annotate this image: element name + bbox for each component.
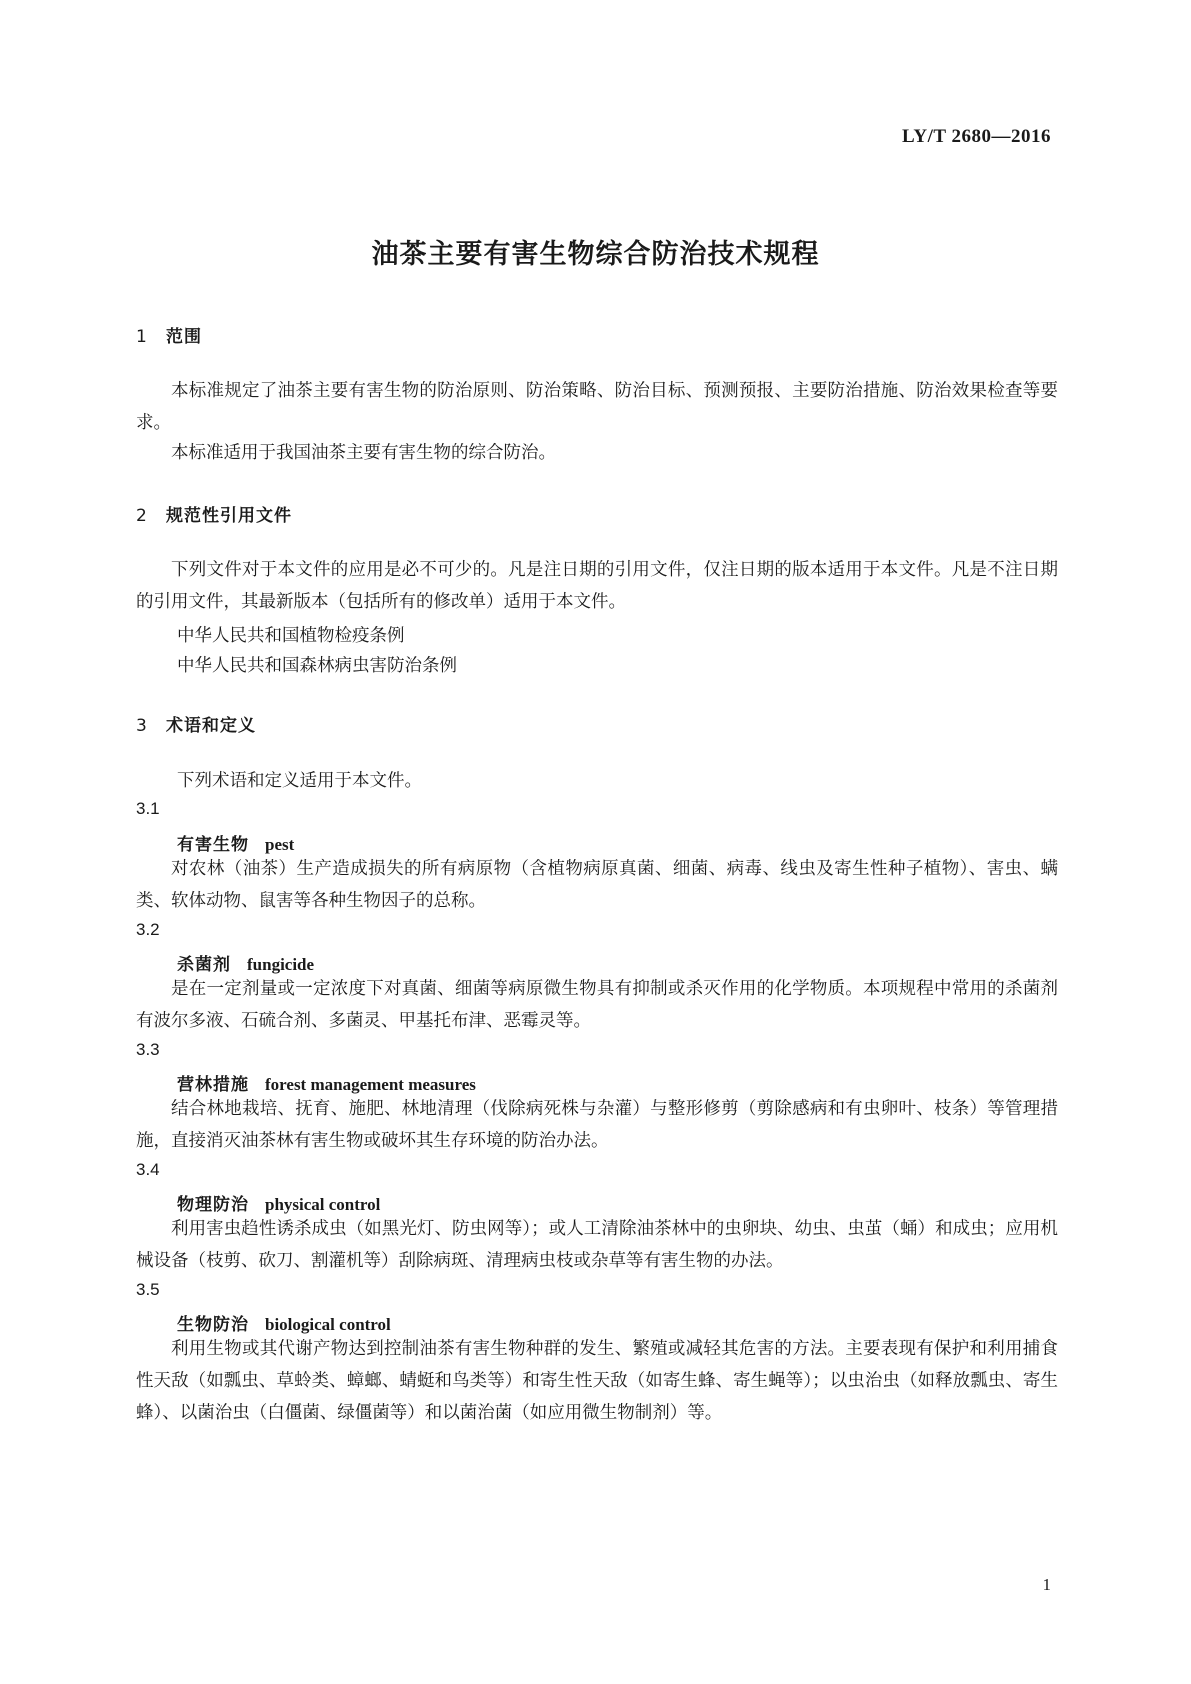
term-chinese: 物理防治: [177, 1195, 249, 1215]
section-1-paragraph-1: 本标准规定了油茶主要有害生物的防治原则、防治策略、防治目标、预测预报、主要防治措施、防治效果检查等要求。: [136, 381, 1058, 433]
term-heading: [177, 1190, 380, 1215]
term-english: biological control: [265, 1315, 391, 1334]
term-chinese: 杀菌剂: [177, 955, 231, 975]
term-definition: 利用生物或其代谢产物达到控制油茶有害生物种群的发生、繁殖或减轻其危害的方法。主要表现有保护和利用捕食性天敌（如瓢虫、草蛉类、蟑螂、蜻蜓和鸟类等）和寄生性天敌（如寄生蜂、寄生蝇等）；以虫治虫（如释放瓢虫、寄生蜂）、以菌治虫（白僵菌、绿僵菌等）和以菌治菌（如应用微生物制剂）等。: [136, 1339, 1058, 1423]
term-chinese: 生物防治: [177, 1315, 249, 1335]
term-heading: [177, 830, 294, 855]
section-title: 范围: [166, 327, 202, 347]
term-english: physical control: [265, 1195, 381, 1214]
term-definition: 利用害虫趋性诱杀成虫（如黑光灯、防虫网等）；或人工清除油茶林中的虫卵块、幼虫、虫茧（蛹）和成虫；应用机械设备（枝剪、砍刀、割灌机等）刮除病斑、清理病虫枝或杂草等有害生物的办法。: [136, 1219, 1058, 1271]
term-number: 3.1: [136, 799, 160, 818]
term-heading: [177, 1070, 476, 1095]
term-number: 3.5: [136, 1280, 160, 1299]
section-number: 1: [136, 327, 147, 347]
standard-code: LY/T 2680—2016: [901, 126, 1051, 147]
term-definition: 对农林（油茶）生产造成损失的所有病原物（含植物病原真菌、细菌、病毒、线虫及寄生性种子植物）、害虫、螨类、软体动物、鼠害等各种生物因子的总称。: [136, 859, 1058, 911]
term-english: pest: [265, 835, 295, 854]
section-title: 规范性引用文件: [166, 506, 292, 526]
term-chinese: 有害生物: [177, 835, 249, 855]
term-chinese: 营林措施: [177, 1075, 249, 1095]
section-2-paragraph-1: 下列文件对于本文件的应用是必不可少的。凡是注日期的引用文件，仅注日期的版本适用于本文件。凡是不注日期的引用文件，其最新版本（包括所有的修改单）适用于本文件。: [136, 560, 1058, 612]
section-title: 术语和定义: [166, 716, 256, 736]
page-number: 1: [1042, 1575, 1051, 1594]
section-3-heading: [136, 711, 256, 736]
term-number: 3.4: [136, 1160, 160, 1179]
term-heading: [177, 1310, 391, 1335]
term-number: 3.3: [136, 1040, 160, 1059]
reference-1: 中华人民共和国植物检疫条例: [177, 626, 405, 646]
section-3-intro: 下列术语和定义适用于本文件。: [177, 771, 422, 791]
section-1-paragraph-2: 本标准适用于我国油茶主要有害生物的综合防治。: [171, 443, 556, 463]
term-definition: 是在一定剂量或一定浓度下对真菌、细菌等病原微生物具有抑制或杀灭作用的化学物质。本项规程中常用的杀菌剂有波尔多液、石硫合剂、多菌灵、甲基托布津、恶霉灵等。: [136, 979, 1058, 1031]
term-number: 3.2: [136, 920, 160, 939]
section-2-heading: [136, 501, 292, 526]
term-definition: 结合林地栽培、抚育、施肥、林地清理（伐除病死株与杂灌）与整形修剪（剪除感病和有虫卵叶、枝条）等管理措施，直接消灭油茶林有害生物或破坏其生存环境的防治办法。: [136, 1099, 1058, 1151]
term-english: fungicide: [247, 955, 315, 974]
section-number: 2: [136, 506, 147, 526]
term-heading: [177, 950, 314, 975]
reference-2: 中华人民共和国森林病虫害防治条例: [177, 656, 457, 676]
term-english: forest management measures: [265, 1075, 476, 1094]
document-title: 油茶主要有害生物综合防治技术规程: [371, 239, 820, 270]
section-number: 3: [136, 716, 147, 736]
section-1-heading: [136, 322, 202, 347]
